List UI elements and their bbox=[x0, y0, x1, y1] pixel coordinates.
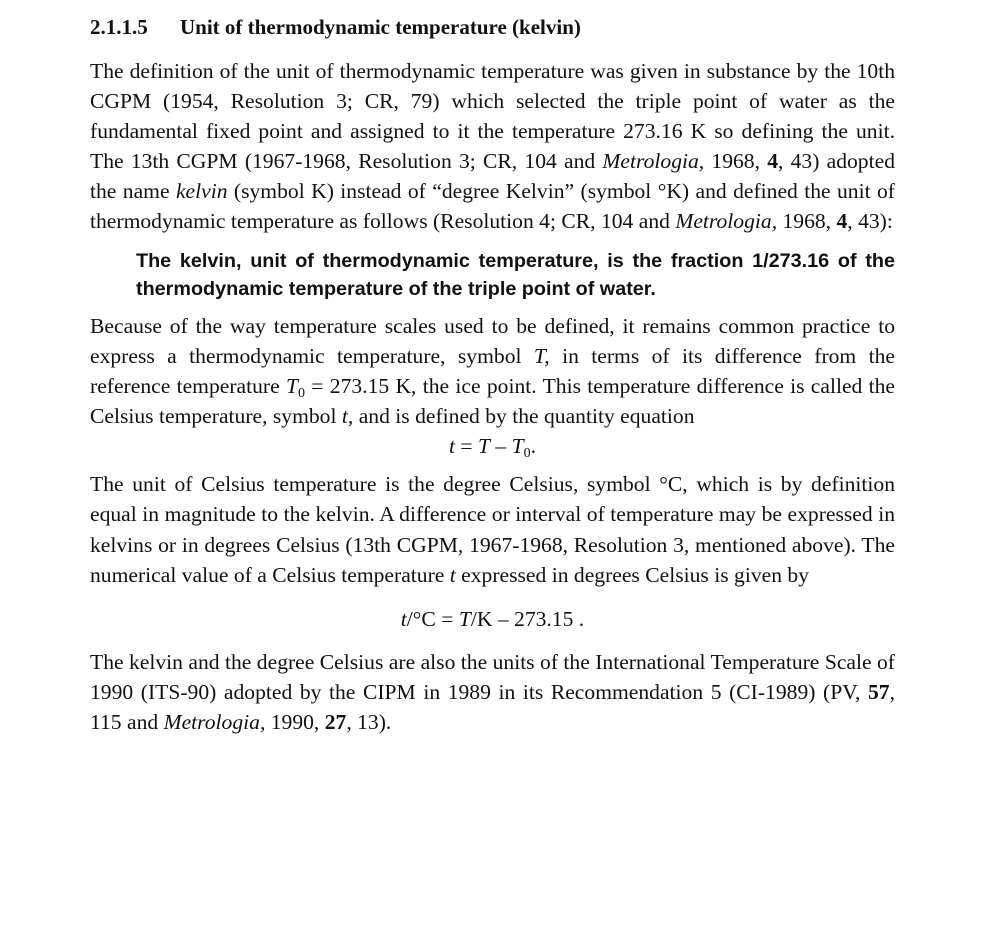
eq-text: /°C = bbox=[406, 606, 459, 631]
eq-subscript: 0 bbox=[523, 446, 531, 462]
paragraph-its-90 bbox=[90, 647, 895, 737]
text-run: , 43): bbox=[847, 209, 893, 234]
eq-symbol-t: t bbox=[400, 606, 407, 631]
eq-symbol-t: t bbox=[448, 434, 455, 459]
subscript-zero: 0 bbox=[298, 386, 306, 402]
eq-symbol-T: T bbox=[458, 606, 471, 631]
section-number: 2.1.1.5 bbox=[90, 15, 148, 39]
equation-celsius bbox=[90, 431, 895, 461]
paragraph-degree-celsius bbox=[90, 469, 895, 589]
text-run: , 115 and bbox=[90, 679, 895, 734]
journal-name: Metrologia, bbox=[675, 209, 778, 234]
text-run: (symbol K) instead of “degree Kelvin” (symbol °K) and defined the unit of thermodynamic temperature as follows (Resolution 4; CR, 104 and bbox=[90, 179, 895, 234]
eq-operator: = bbox=[454, 434, 478, 459]
eq-period: . bbox=[530, 434, 536, 459]
paragraph-definition-history bbox=[90, 56, 895, 237]
symbol-t: t, bbox=[341, 404, 354, 429]
text-run: expressed in degrees Celsius is given by bbox=[455, 562, 809, 587]
text-run: = 273.15 K, the ice point. This temperature difference is called the Celsius temperature, symbol bbox=[90, 374, 895, 429]
eq-symbol-T0: T bbox=[511, 434, 524, 459]
volume-number: 57 bbox=[868, 679, 890, 704]
section-title: Unit of thermodynamic temperature (kelvin) bbox=[180, 15, 581, 39]
eq-symbol-T: T bbox=[477, 434, 490, 459]
text-run: in terms of its difference from the reference temperature bbox=[90, 344, 895, 399]
volume-number: 4 bbox=[767, 149, 779, 174]
text-run: The unit of Celsius temperature is the degree Celsius, symbol °C, which is by definition equal in magnitude to the kelvin. A difference or interval of temperature may be expressed in kelvins or in degrees Celsius (13th CGPM, 1967-1968, Resolution 3, mentioned above). The numerical value of a Celsius temperature bbox=[90, 472, 895, 587]
kelvin-definition: The kelvin, unit of thermodynamic temperature, is the fraction 1/273.16 of the thermodynamic temperature of the triple point of water. bbox=[136, 249, 895, 300]
text-run: The kelvin and the degree Celsius are also the units of the International Temperature Scale of 1990 (ITS-90) adopted by the CIPM in 1989 in its Recommendation 5 (CI-1989) (PV, bbox=[90, 649, 895, 704]
text-run: The definition of the unit of thermodynamic temperature was given in substance by the 10th CGPM (1954, Resolution 3; CR, 79) which selected the triple point of water as the fundamental fixed point and assigned to it the temperature 273.16 K so defining the unit. The 13th CGPM (1967-1968, Resolution 3; CR, 104 and bbox=[90, 59, 895, 174]
volume-number: 4 bbox=[836, 209, 848, 234]
text-run: 1968, bbox=[704, 149, 768, 174]
text-run: , 13). bbox=[346, 709, 392, 734]
eq-text: /K – 273.15 . bbox=[470, 606, 585, 631]
eq-operator: – bbox=[489, 434, 512, 459]
symbol-T0: T bbox=[286, 374, 299, 399]
text-run: 1968, bbox=[777, 209, 837, 234]
text-run: and is defined by the quantity equation bbox=[353, 404, 695, 429]
text-run: , 43) adopted the name bbox=[90, 149, 895, 204]
text-run: 1990, bbox=[265, 709, 325, 734]
document-page bbox=[90, 12, 895, 737]
paragraph-celsius-temperature bbox=[90, 311, 895, 431]
unit-name: kelvin bbox=[175, 179, 228, 204]
journal-name: Metrologia, bbox=[163, 709, 266, 734]
volume-number: 27 bbox=[324, 709, 347, 734]
symbol-t: t bbox=[449, 562, 456, 587]
section-heading bbox=[90, 12, 895, 42]
equation-numerical-value bbox=[90, 604, 895, 634]
text-run: Because of the way temperature scales used to be defined, it remains common practice to express a thermodynamic temperature, symbol bbox=[90, 313, 895, 369]
symbol-T: T, bbox=[533, 344, 550, 369]
journal-name: Metrologia, bbox=[602, 149, 705, 174]
